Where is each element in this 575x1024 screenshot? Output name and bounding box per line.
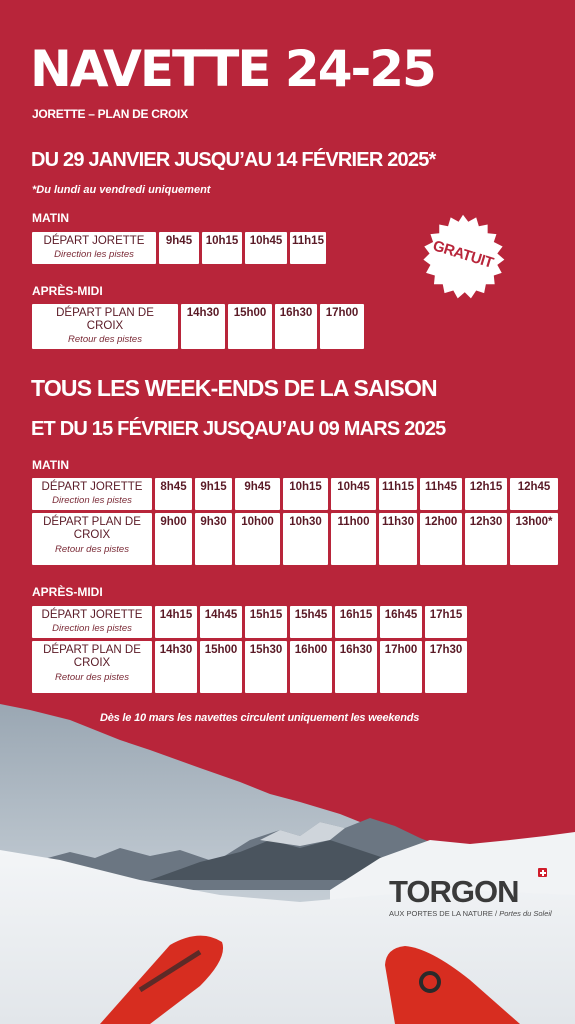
time-cell: 14h45 [200,606,242,638]
departure-cell: DÉPART PLAN DE CROIX Retour des pistes [32,513,152,565]
time-cell: 15h45 [290,606,332,638]
table-row [32,304,364,349]
time-cell: 11h15 [379,478,417,510]
time-cell: 12h30 [465,513,507,565]
route-subtitle: JORETTE – PLAN DE CROIX [32,107,188,121]
period1-apm-table [29,301,367,352]
logo-wordmark: TORGON [389,874,519,909]
time-cell: 10h45 [331,478,376,510]
table-row [32,606,467,638]
departure-cell: DÉPART JORETTE Direction les pistes [32,606,152,638]
time-cell: 16h30 [335,641,377,693]
departure-cell: DÉPART JORETTE Direction les pistes [32,478,152,510]
time-cell: 11h45 [420,478,462,510]
time-cell: 17h15 [425,606,467,638]
time-cell: 15h30 [245,641,287,693]
period2-apm-label: APRÈS-MIDI [32,585,103,599]
time-cell: 12h00 [420,513,462,565]
torgon-logo: TORGON AUX PORTES DE LA NATURE / Portes du Soleil [389,874,552,918]
swiss-flag-icon [538,868,547,877]
time-cell: 10h00 [235,513,280,565]
period2-matin-table [29,475,561,568]
page-title: NAVETTE 24-25 [30,40,435,98]
time-cell: 16h45 [380,606,422,638]
period1-heading: DU 29 JANVIER JUSQU’AU 14 FÉVRIER 2025* [31,149,436,171]
time-cell: 10h30 [283,513,328,565]
time-cell: 9h30 [195,513,232,565]
time-cell: 9h00 [155,513,192,565]
departure-cell: DÉPART JORETTE Direction les pistes [32,232,156,264]
period2-heading-2: ET DU 15 FÉVRIER JUSQAU’AU 09 MARS 2025 [31,418,446,440]
table-row [32,478,558,510]
period1-matin-label: MATIN [32,211,70,225]
time-cell: 14h15 [155,606,197,638]
period1-matin-table [29,229,329,267]
mountain-photo [0,690,575,1024]
time-cell: 12h45 [510,478,558,510]
logo-tagline: AUX PORTES DE LA NATURE [389,909,493,918]
period1-apm-label: APRÈS-MIDI [32,284,103,298]
time-cell: 14h30 [181,304,225,349]
period2-apm-table [29,603,470,696]
time-cell: 11h15 [290,232,326,264]
period2-heading-1: TOUS LES WEEK-ENDS DE LA SAISON [31,375,437,401]
departure-cell: DÉPART PLAN DE CROIX Retour des pistes [32,304,178,349]
time-cell: 10h15 [202,232,242,264]
departure-cell: DÉPART PLAN DE CROIX Retour des pistes [32,641,152,693]
time-cell: 17h30 [425,641,467,693]
period1-note: *Du lundi au vendredi uniquement [32,184,211,196]
time-cell: 16h15 [335,606,377,638]
time-cell: 9h45 [159,232,199,264]
table-row [32,513,558,565]
gratuit-badge-label: GRATUIT [430,237,496,272]
time-cell: 9h45 [235,478,280,510]
time-cell: 10h45 [245,232,287,264]
time-cell: 10h15 [283,478,328,510]
time-cell: 11h00 [331,513,376,565]
time-cell: 16h30 [275,304,317,349]
table-row [32,641,467,693]
table-row [32,232,326,264]
time-cell: 8h45 [155,478,192,510]
time-cell: 15h15 [245,606,287,638]
period2-matin-label: MATIN [32,458,70,472]
time-cell: 12h15 [465,478,507,510]
time-cell: 11h30 [379,513,417,565]
time-cell: 14h30 [155,641,197,693]
time-cell: 15h00 [200,641,242,693]
time-cell: 9h15 [195,478,232,510]
logo-partner: Portes du Soleil [499,909,552,918]
time-cell: 16h00 [290,641,332,693]
time-cell: 13h00* [510,513,558,565]
time-cell: 17h00 [380,641,422,693]
footer-note: Dès le 10 mars les navettes circulent uniquement les weekends [100,712,420,724]
time-cell: 17h00 [320,304,364,349]
time-cell: 15h00 [228,304,272,349]
